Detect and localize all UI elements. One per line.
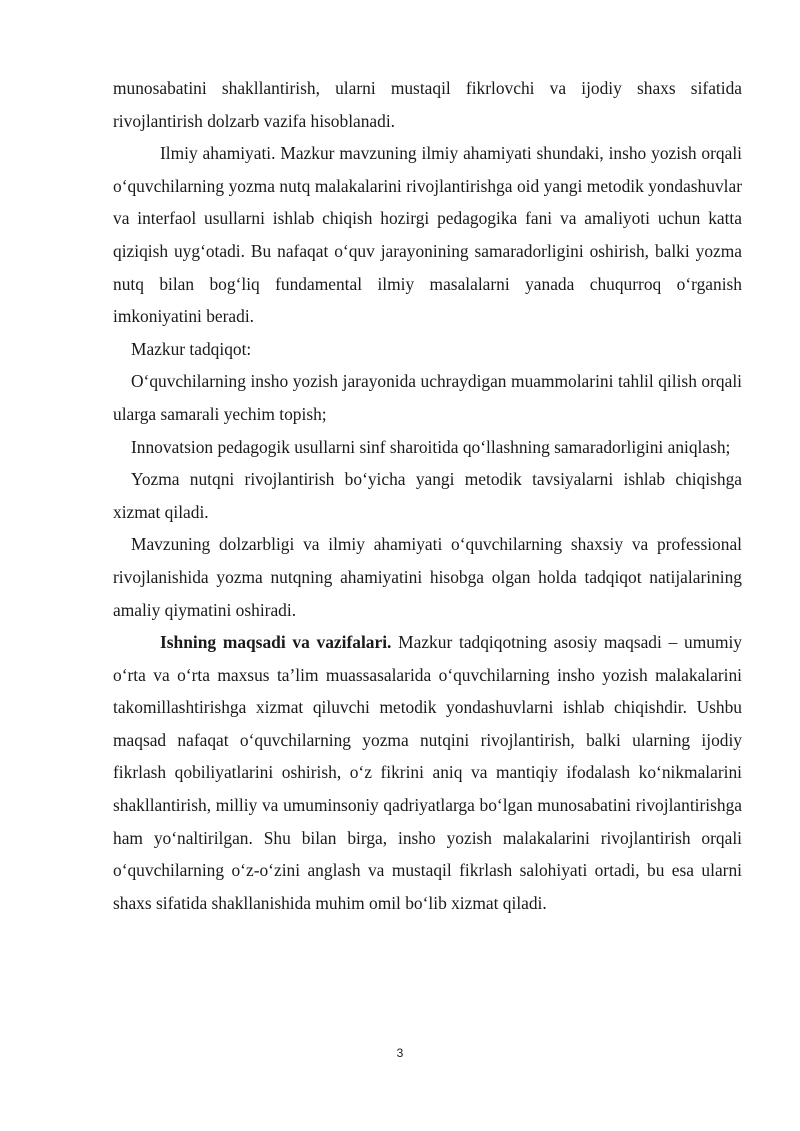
list-item-research-3: Yozma nutqni rivojlantirish bo‘yicha yangi metodik tavsiyalarni ishlab chiqishga xizmat qiladi.: [113, 469, 742, 522]
list-item-research-2: Innovatsion pedagogik usullarni sinf sharoitida qo‘llashning samaradorligini aniqlash;: [131, 436, 731, 457]
paragraph-research-intro: Mazkur tadqiqot:: [131, 338, 252, 359]
paragraph-scientific-significance: Ilmiy ahamiyati. Mazkur mavzuning ilmiy ahamiyati shundaki, insho yozish orqali o‘quvchilarning yozma nutq malakalarini rivojlantirishga oid yangi metodik yondashuvlar va interfaol usullarni ishlab chiqish hozirgi pedagogika fani va amaliyoti uchun katta qiziqish uyg‘otadi. Bu nafaqat o‘quv jarayonining samaradorligini oshirish, balki yozma nutq bilan bog‘liq fundamental ilmiy masalalarni yanada chuqurroq o‘rganish imkoniyatini beradi.: [113, 143, 742, 327]
document-body: [113, 72, 742, 919]
goals-text: Mazkur tadqiqotning asosiy maqsadi – umumiy o‘rta va o‘rta maxsus ta’lim muassasalarida o‘quvchilarning insho yozish malakalarini takomillashtirishga xizmat qiluvchi metodik yondashuvlarni ishlab chiqishdir. Ushbu maqsad nafaqat o‘quvchilarning yozma nutqini rivojlantirish, balki ularning ijodiy fikrlash qobiliyatlarini oshirish, o‘z fikrini aniq va mantiqiy ifodalash ko‘nikmalarini shakllantirish, milliy va umuminsoniy qadriyatlarga bo‘lgan munosabatini rivojlantirishga ham yo‘naltirilgan. Shu bilan birga, insho yozish malakalarini rivojlantirish orqali o‘quvchilarning o‘z-o‘zini anglash va mustaqil fikrlash salohiyati ortadi, bu esa ularni shaxs sifatida shakllanishida muhim omil bo‘lib xizmat qiladi.: [113, 632, 743, 913]
goals-heading: Ishning maqsadi va vazifalari.: [160, 632, 392, 653]
list-item-research-1: O‘quvchilarning insho yozish jarayonida uchraydigan muammolarini tahlil qilish orqali ularga samarali yechim topish;: [113, 371, 742, 424]
paragraph-goals: [113, 626, 742, 919]
paragraph-relevance: Mavzuning dolzarbligi va ilmiy ahamiyati o‘quvchilarning shaxsiy va professional rivojlanishida yozma nutqning ahamiyatini hisobga olgan holda tadqiqot natijalarining amaliy qiymatini oshiradi.: [113, 534, 742, 620]
page-number: 3: [396, 1046, 404, 1060]
paragraph-continuation: munosabatini shakllantirish, ularni mustaqil fikrlovchi va ijodiy shaxs sifatida rivojlantirish dolzarb vazifa hisoblanadi.: [113, 78, 742, 131]
